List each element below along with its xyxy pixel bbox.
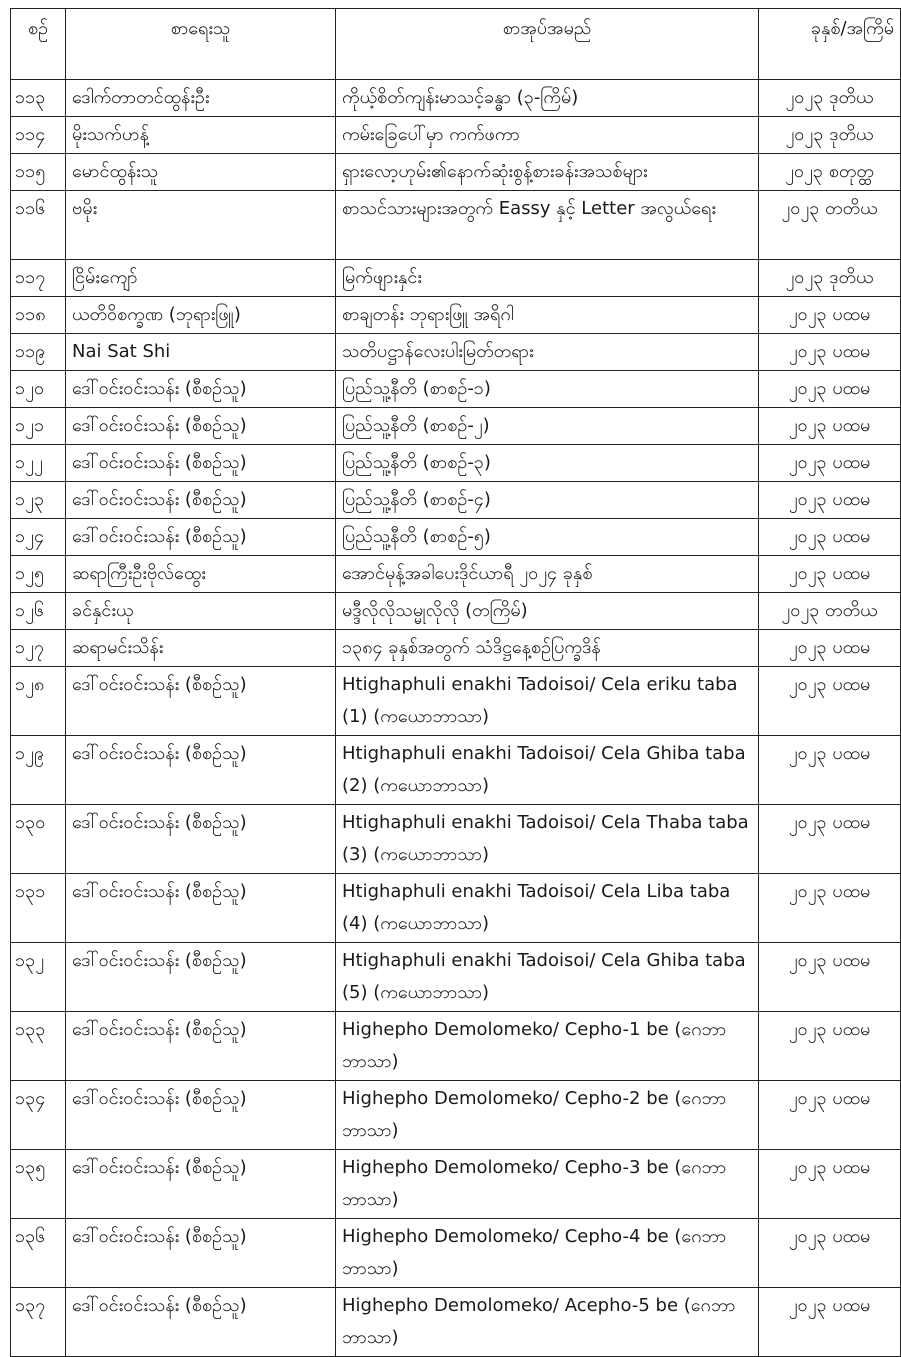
row-book-title: သတိပဋ္ဌာန်လေးပါးမြတ်တရား <box>336 334 759 371</box>
row-year-edition: ၂၀၂၃ ဒုတိယ <box>759 260 901 297</box>
table-row <box>11 1150 901 1219</box>
table-row <box>11 1081 901 1150</box>
row-author: ဗမိုး <box>66 191 336 260</box>
row-author: ဒေါ်ဝင်းဝင်းသန်း (စီစဉ်သူ) <box>66 1150 336 1219</box>
table-row <box>11 482 901 519</box>
row-author: Nai Sat Shi <box>66 334 336 371</box>
row-year-edition: ၂၀၂၃ ပထမ <box>759 334 901 371</box>
table-row <box>11 874 901 943</box>
row-serial-number: ၁၂၆ <box>11 593 66 630</box>
header-author: စာရေးသူ <box>66 9 336 80</box>
row-author: ငြိမ်းကျော် <box>66 260 336 297</box>
row-book-title: ပြည်သူ့နီတိ (စာစဉ်-၂) <box>336 408 759 445</box>
table-row <box>11 630 901 667</box>
row-year-edition: ၂၀၂၃ တတိယ <box>759 593 901 630</box>
row-serial-number: ၁၂၃ <box>11 482 66 519</box>
row-serial-number: ၁၂၉ <box>11 736 66 805</box>
row-author: ဒေါ်ဝင်းဝင်းသန်း (စီစဉ်သူ) <box>66 667 336 736</box>
row-book-title: ၁၃၈၄ ခုနှစ်အတွက် သံဒိဋ္ဌနေ့စဉ်ပြက္ခဒိန် <box>336 630 759 667</box>
table-row <box>11 519 901 556</box>
row-serial-number: ၁၃၃ <box>11 1012 66 1081</box>
row-serial-number: ၁၁၈ <box>11 297 66 334</box>
row-serial-number: ၁၁၅ <box>11 154 66 191</box>
row-book-title: Htighaphuli enakhi Tadoisoi/ Cela Liba taba (4) (ကယောဘာသာ) <box>336 874 759 943</box>
row-year-edition: ၂၀၂၃ ပထမ <box>759 519 901 556</box>
table-row <box>11 117 901 154</box>
row-serial-number: ၁၃၇ <box>11 1288 66 1357</box>
row-book-title: Highepho Demolomeko/ Cepho-3 be (ဂေဘာ ဘာသာ) <box>336 1150 759 1219</box>
row-author: ဆရာကြီးဦးဗိုလ်ထွေး <box>66 556 336 593</box>
row-book-title: ပြည်သူ့နီတိ (စာစဉ်-၁) <box>336 371 759 408</box>
book-register-table <box>10 8 901 1357</box>
row-year-edition: ၂၀၂၃ ဒုတိယ <box>759 80 901 117</box>
row-author: ဒေါ်ဝင်းဝင်းသန်း (စီစဉ်သူ) <box>66 1081 336 1150</box>
row-book-title: Highepho Demolomeko/ Cepho-1 be (ဂေဘာ ဘာသာ) <box>336 1012 759 1081</box>
table-row <box>11 1219 901 1288</box>
row-book-title: ပြည်သူ့နီတိ (စာစဉ်-၃) <box>336 445 759 482</box>
row-year-edition: ၂၀၂၃ ပထမ <box>759 371 901 408</box>
header-serial-number: စဉ် <box>11 9 66 80</box>
row-author: ဒေါ်ဝင်းဝင်းသန်း (စီစဉ်သူ) <box>66 445 336 482</box>
row-author: မောင်ထွန်းသူ <box>66 154 336 191</box>
row-serial-number: ၁၃၄ <box>11 1081 66 1150</box>
row-serial-number: ၁၁၆ <box>11 191 66 260</box>
row-author: ဒေါ်ဝင်းဝင်းသန်း (စီစဉ်သူ) <box>66 482 336 519</box>
row-book-title: Htighaphuli enakhi Tadoisoi/ Cela Ghiba taba (2) (ကယောဘာသာ) <box>336 736 759 805</box>
row-author: ဒေါ်ဝင်းဝင်းသန်း (စီစဉ်သူ) <box>66 943 336 1012</box>
row-year-edition: ၂၀၂၃ ပထမ <box>759 630 901 667</box>
row-year-edition: ၂၀၂၃ ပထမ <box>759 297 901 334</box>
row-book-title: ကိုယ့်စိတ်ကျန်းမာသင့်ခန္ဓာ (၃-ကြိမ်) <box>336 80 759 117</box>
row-author: ဒေါ်ဝင်းဝင်းသန်း (စီစဉ်သူ) <box>66 1012 336 1081</box>
row-author: ဒေါ်ဝင်းဝင်းသန်း (စီစဉ်သူ) <box>66 519 336 556</box>
row-book-title: Htighaphuli enakhi Tadoisoi/ Cela Thaba taba (3) (ကယောဘာသာ) <box>336 805 759 874</box>
row-book-title: စာချတန်း ဘုရားဖြူ အရိဂါ <box>336 297 759 334</box>
table-row <box>11 593 901 630</box>
row-year-edition: ၂၀၂၃ ပထမ <box>759 1150 901 1219</box>
row-serial-number: ၁၂၄ <box>11 519 66 556</box>
row-year-edition: ၂၀၂၃ ပထမ <box>759 556 901 593</box>
row-serial-number: ၁၁၃ <box>11 80 66 117</box>
row-author: ဒေါ်ဝင်းဝင်းသန်း (စီစဉ်သူ) <box>66 371 336 408</box>
row-year-edition: ၂၀၂၃ ပထမ <box>759 482 901 519</box>
row-author: ယတိဝိစက္ခဏ (ဘုရားဖြူ) <box>66 297 336 334</box>
row-serial-number: ၁၁၄ <box>11 117 66 154</box>
row-year-edition: ၂၀၂၃ ပထမ <box>759 667 901 736</box>
row-author: ဒေါ်ဝင်းဝင်းသန်း (စီစဉ်သူ) <box>66 805 336 874</box>
row-year-edition: ၂၀၂၃ ပထမ <box>759 874 901 943</box>
row-serial-number: ၁၂၁ <box>11 408 66 445</box>
row-author: ခင်နှင်းယု <box>66 593 336 630</box>
row-author: ဒေါ်ဝင်းဝင်းသန်း (စီစဉ်သူ) <box>66 408 336 445</box>
row-serial-number: ၁၃၂ <box>11 943 66 1012</box>
row-author: ဒေါ်ဝင်းဝင်းသန်း (စီစဉ်သူ) <box>66 1288 336 1357</box>
row-serial-number: ၁၂၇ <box>11 630 66 667</box>
row-year-edition: ၂၀၂၃ တတိယ <box>759 191 901 260</box>
row-year-edition: ၂၀၂၃ ပထမ <box>759 1288 901 1357</box>
header-book-title: စာအုပ်အမည် <box>336 9 759 80</box>
row-serial-number: ၁၂၅ <box>11 556 66 593</box>
row-book-title: ရှားလော့ဟုမ်း၏နောက်ဆုံးစွန့်စားခန်းအသစ်များ <box>336 154 759 191</box>
row-book-title: Htighaphuli enakhi Tadoisoi/ Cela eriku taba (1) (ကယောဘာသာ) <box>336 667 759 736</box>
table-row <box>11 556 901 593</box>
table-row <box>11 154 901 191</box>
header-year-edition: ခုနှစ်/အကြိမ် <box>759 9 901 80</box>
row-book-title: စာသင်သားများအတွက် Eassy နှင့် Letter အလွယ်ရေး <box>336 191 759 260</box>
table-row <box>11 805 901 874</box>
row-author: ဒေါ်ဝင်းဝင်းသန်း (စီစဉ်သူ) <box>66 736 336 805</box>
row-book-title: မဒ္ဒီလိုလိုသမ္မုလိုလို (တကြိမ်) <box>336 593 759 630</box>
row-year-edition: ၂၀၂၃ ဒုတိယ <box>759 117 901 154</box>
row-book-title: ပြည်သူ့နီတိ (စာစဉ်-၅) <box>336 519 759 556</box>
row-book-title: Highepho Demolomeko/ Acepho-5 be (ဂေဘာ ဘာသာ) <box>336 1288 759 1357</box>
row-serial-number: ၁၁၉ <box>11 334 66 371</box>
row-year-edition: ၂၀၂၃ ပထမ <box>759 736 901 805</box>
table-row <box>11 445 901 482</box>
row-serial-number: ၁၂၈ <box>11 667 66 736</box>
row-serial-number: ၁၂၂ <box>11 445 66 482</box>
row-author: ဒေါက်တာတင်ထွန်းဦး <box>66 80 336 117</box>
row-serial-number: ၁၂၀ <box>11 371 66 408</box>
row-serial-number: ၁၁၇ <box>11 260 66 297</box>
row-year-edition: ၂၀၂၃ ပထမ <box>759 805 901 874</box>
row-author: မိုးသက်ဟန့် <box>66 117 336 154</box>
table-row <box>11 80 901 117</box>
row-serial-number: ၁၃၆ <box>11 1219 66 1288</box>
row-author: ဆရာမင်းသိန်း <box>66 630 336 667</box>
row-year-edition: ၂၀၂၃ စတုတ္ထ <box>759 154 901 191</box>
table-row <box>11 943 901 1012</box>
scanned-document-page <box>10 8 900 1348</box>
row-book-title: Highepho Demolomeko/ Cepho-4 be (ဂေဘာ ဘာသာ) <box>336 1219 759 1288</box>
row-year-edition: ၂၀၂၃ ပထမ <box>759 445 901 482</box>
row-serial-number: ၁၃၀ <box>11 805 66 874</box>
row-year-edition: ၂၀၂၃ ပထမ <box>759 1081 901 1150</box>
table-row <box>11 1012 901 1081</box>
row-year-edition: ၂၀၂၃ ပထမ <box>759 1219 901 1288</box>
table-row <box>11 191 901 260</box>
table-row <box>11 371 901 408</box>
table-row <box>11 667 901 736</box>
row-serial-number: ၁၃၅ <box>11 1150 66 1219</box>
row-book-title: မြက်ဖျားနှင်း <box>336 260 759 297</box>
row-year-edition: ၂၀၂၃ ပထမ <box>759 1012 901 1081</box>
table-row <box>11 334 901 371</box>
row-book-title: ကမ်းခြေပေါ်မှာ ကက်ဖကာ <box>336 117 759 154</box>
row-book-title: Htighaphuli enakhi Tadoisoi/ Cela Ghiba taba (5) (ကယောဘာသာ) <box>336 943 759 1012</box>
table-row <box>11 297 901 334</box>
row-author: ဒေါ်ဝင်းဝင်းသန်း (စီစဉ်သူ) <box>66 1219 336 1288</box>
row-book-title: ပြည်သူ့နီတိ (စာစဉ်-၄) <box>336 482 759 519</box>
row-book-title: Highepho Demolomeko/ Cepho-2 be (ဂေဘာ ဘာသာ) <box>336 1081 759 1150</box>
table-header-row <box>11 9 901 80</box>
table-row <box>11 1288 901 1357</box>
table-row <box>11 260 901 297</box>
row-year-edition: ၂၀၂၃ ပထမ <box>759 943 901 1012</box>
row-serial-number: ၁၃၁ <box>11 874 66 943</box>
row-author: ဒေါ်ဝင်းဝင်းသန်း (စီစဉ်သူ) <box>66 874 336 943</box>
row-book-title: အောင်မုန့်အခါပေးဒိုင်ယာရီ ၂၀၂၄ ခုနှစ် <box>336 556 759 593</box>
table-row <box>11 736 901 805</box>
row-year-edition: ၂၀၂၃ ပထမ <box>759 408 901 445</box>
table-row <box>11 408 901 445</box>
